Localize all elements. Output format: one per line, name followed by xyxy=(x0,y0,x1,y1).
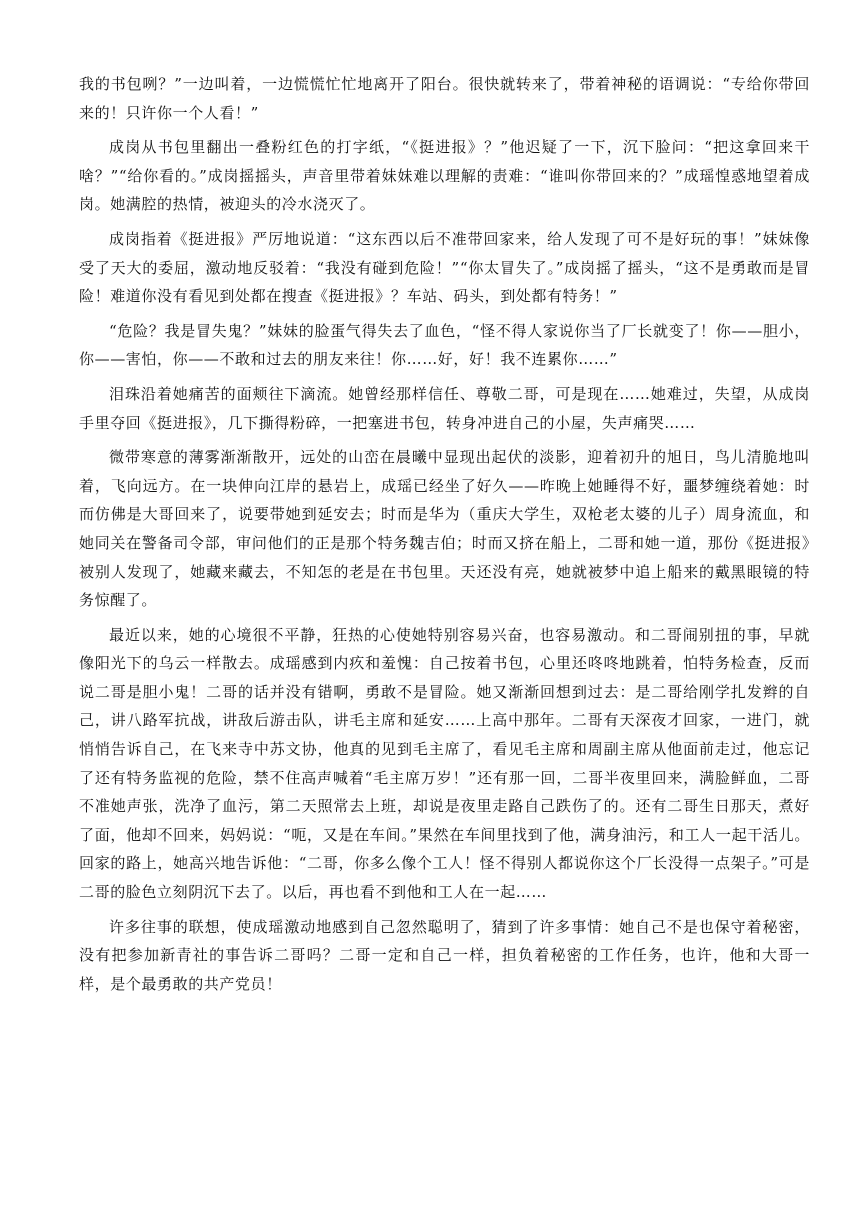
paragraph-5: 泪珠沿着她痛苦的面颊往下滴流。她曾经那样信任、尊敬二哥，可是现在……她难过，失望，从成岗手里夺回《挺进报》，几下撕得粉碎，一把塞进书包，转身冲进自己的小屋，失声痛哭…… xyxy=(79,384,810,432)
paragraph-6: 微带寒意的薄雾渐渐散开，远处的山峦在晨曦中显现出起伏的淡影，迎着初升的旭日，鸟儿清脆地叫着，飞向远方。在一块伸向江岸的悬岩上，成瑶已经坐了好久——昨晚上她睡得不好，噩梦缠绕着她：时而仿佛是大哥回来了，说要带她到延安去；时而是华为（重庆大学生，双枪老太婆的儿子）周身流血，和她同关在警备司令部，审问他们的正是那个特务魏吉伯；时而又挤在船上，二哥和她一道，那份《挺进报》被别人发现了，她藏来藏去，不知怎的老是在书包里。天还没有亮，她就被梦中追上船来的戴黑眼镜的特务惊醒了。 xyxy=(79,448,810,610)
paragraph-4: “危险？我是冒失鬼？”妹妹的脸蛋气得失去了血色，“怪不得人家说你当了厂长就变了！你——胆小，你——害怕，你——不敢和过去的朋友来往！你……好，好！我不连累你……” xyxy=(79,321,810,369)
paragraph-7: 最近以来，她的心境很不平静，狂热的心使她特别容易兴奋，也容易激动。和二哥闹别扭的事，早就像阳光下的乌云一样散去。成瑶感到内疚和羞愧：自己按着书包，心里还咚咚地跳着，怕特务检查，反而说二哥是胆小鬼！二哥的话并没有错啊，勇敢不是冒险。她又渐渐回想到过去：是二哥给刚学扎发辫的自己，讲八路军抗战，讲敌后游击队，讲毛主席和延安……上高中那年。二哥有天深夜才回家，一进门，就悄悄告诉自己，在飞来寺中苏文协，他真的见到毛主席了，看见毛主席和周副主席从他面前走过，他忘记了还有特务监视的危险，禁不住高声喊着“毛主席万岁！”还有那一回，二哥半夜里回来，满脸鲜血，二哥不准她声张，洗净了血污，第二天照常去上班，却说是夜里走路自己跌伤了的。还有二哥生日那天，煮好了面，他却不回来，妈妈说：“呃，又是在车间。”果然在车间里找到了他，满身油污，和工人一起干活儿。回家的路上，她高兴地告诉他：“二哥，你多么像个工人！怪不得别人都说你这个厂长没得一点架子。”可是二哥的脸色立刻阴沉下去了。以后，再也看不到他和工人在一起…… xyxy=(79,625,810,902)
paragraph-8: 许多往事的联想，使成瑶激动地感到自己忽然聪明了，猜到了许多事情：她自己不是也保守着秘密，没有把参加新青社的事告诉二哥吗？二哥一定和自己一样，担负着秘密的工作任务，也许，他和大哥一样，是个最勇敢的共产党员！ xyxy=(79,917,810,993)
paragraph-1: 我的书包咧？”一边叫着，一边慌慌忙忙地离开了阳台。很快就转来了，带着神秘的语调说：“专给你带回来的！只许你一个人看！” xyxy=(79,75,810,122)
paragraph-2: 成岗从书包里翻出一叠粉红色的打字纸，“《挺进报》？”他迟疑了一下，沉下脸问：“把这拿回来干啥？”“给你看的。”成岗摇摇头，声音里带着妹妹难以理解的责难：“谁叫你带回来的？”成瑶惶惑地望着成岗。她满腔的热情，被迎头的冷水浇灭了。 xyxy=(79,138,810,214)
paragraph-3: 成岗指着《挺进报》严厉地说道：“这东西以后不准带回家来，给人发现了可不是好玩的事！”妹妹像受了天大的委屈，激动地反驳着：“我没有碰到危险！”“你太冒失了。”成岗摇了摇头，“这不是勇敢而是冒险！难道你没有看见到处都在搜查《挺进报》？车站、码头，到处都有特务！” xyxy=(79,229,810,306)
